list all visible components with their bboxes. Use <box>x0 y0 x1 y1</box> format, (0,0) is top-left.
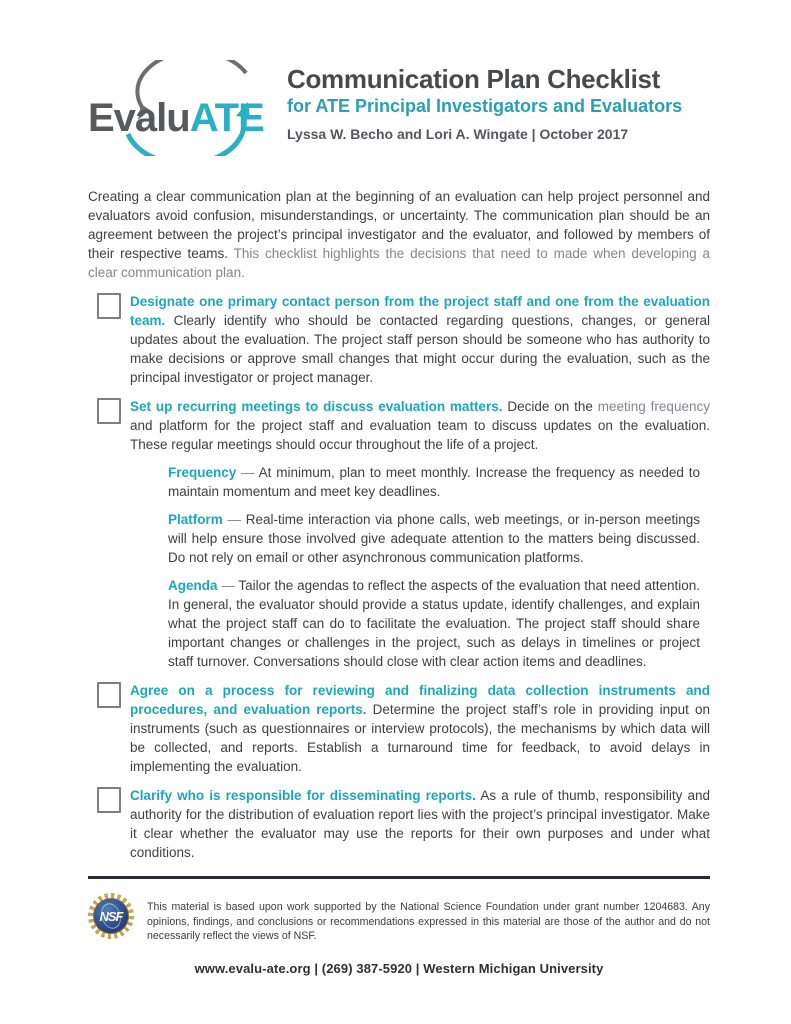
svg-text:EvaluATE <box>88 96 264 140</box>
intro-muted-text: This checklist highlights the decisions that need to made when developing a clear communication plan. <box>88 246 710 280</box>
sub-item-platform <box>168 510 700 567</box>
item-body: Decide on the <box>507 399 593 414</box>
checkbox[interactable] <box>97 682 121 708</box>
byline: Lyssa W. Becho and Lori A. Wingate | October 2017 <box>287 126 629 142</box>
sub-item-text: Tailor the agendas to reflect the aspects of the evaluation that need attention. In general, the evaluator should provide a status update, identify challenges, and explain what the project staff can do to facilitate the evaluation. The project staff should share important changes or challenges in the project, such as delays in timelines or project staff turnover. Conversations should close with clear action items and deadlines. <box>168 578 700 669</box>
checkbox[interactable] <box>97 398 121 424</box>
sub-item-dash: — <box>221 578 235 593</box>
sub-item-agenda <box>168 576 700 671</box>
item-body-muted: meeting frequency <box>597 399 710 414</box>
nsf-globe <box>93 898 129 934</box>
evaluate-logo <box>88 60 287 161</box>
sub-item-dash: — <box>241 465 255 480</box>
item-lead: Set up recurring meetings to discuss evaluation matters. <box>130 399 503 414</box>
sub-item-term: Agenda <box>168 578 218 593</box>
page-subtitle: for ATE Principal Investigators and Evaluators <box>287 96 683 116</box>
contact-info: www.evalu-ate.org | (269) 387-5920 | Western Michigan University <box>194 960 604 976</box>
nsf-logo-label: NSF <box>99 908 123 924</box>
checklist-item-designate-contact <box>88 292 710 387</box>
nsf-disclaimer-text: This material is based upon work supported by the National Science Foundation under grant number 1204683. Any opinions, findings, and conclusions or recommendations expressed in this material are those of the author and do not necessarily reflect the views of NSF. <box>147 901 710 942</box>
page-title: Communication Plan Checklist <box>287 64 661 94</box>
intro-paragraph <box>88 187 710 282</box>
item-body: Determine the project staff’s role in providing input on instruments (such as questionnaires or interview protocols), the mechanisms by which data will be collected, and reports. Establish a turnaround time for feedback, to avoid delays in implementing the evaluation. <box>130 702 710 774</box>
checklist-item-recurring-meetings <box>88 397 710 671</box>
sub-item-term: Frequency <box>168 465 237 480</box>
item-lead: Clarify who is responsible for disseminating reports. <box>130 788 476 803</box>
sub-item-dash: — <box>227 512 241 527</box>
checkbox[interactable] <box>97 787 121 813</box>
sub-item-term: Platform <box>168 512 223 527</box>
footer <box>88 893 710 944</box>
checklist-item-review-process <box>88 681 710 776</box>
header <box>88 56 710 161</box>
checklist <box>88 292 710 862</box>
evaluate-logo-graphic <box>88 60 273 156</box>
item-body: As a rule of thumb, responsibility and authority for the distribution of evaluation report lies with the project’s principal investigator. Make it clear whether the evaluator may use the reports for their own purposes and under what conditions. <box>130 788 711 860</box>
checklist-item-disseminating-reports <box>88 786 710 862</box>
intro-main-text: Creating a clear communication plan at the beginning of an evaluation can help project personnel and evaluators avoid confusion, misunderstandings, or uncertainty. The communication plan should be an agreement between the project’s principal investigator and the evaluator, and followed by members of their respective teams. <box>88 189 710 261</box>
logo-word-gray: Evalu <box>88 96 190 140</box>
sub-item-text: Real-time interaction via phone calls, web meetings, or in-person meetings will help ensure those involved give adequate attention to the matters being discussed. Do not rely on email or other asynchronous communication platforms. <box>168 512 700 565</box>
sub-item-frequency <box>168 463 700 501</box>
item-lead: Designate one primary contact person from the project staff and one from the evaluation team. <box>130 294 710 328</box>
title-block <box>287 56 682 143</box>
checkbox[interactable] <box>97 293 121 319</box>
item-lead: Agree on a process for reviewing and finalizing data collection instruments and procedures, and evaluation reports. <box>130 683 710 717</box>
sub-item-text: At minimum, plan to meet monthly. Increase the frequency as needed to maintain momentum and meet key deadlines. <box>168 465 700 499</box>
nsf-logo-icon <box>88 893 134 939</box>
footer-divider <box>88 876 710 879</box>
logo-word-teal: ATE <box>189 96 264 140</box>
item-body: Clearly identify who should be contacted regarding questions, changes, or general updates about the evaluation. The project staff person should be someone who has authority to make decisions or approve small changes that might occur during the evaluation, such as the principal investigator or project manager. <box>130 313 710 385</box>
item-body: and platform for the project staff and evaluation team to discuss updates on the evaluation. These regular meetings should occur throughout the life of a project. <box>130 418 710 452</box>
